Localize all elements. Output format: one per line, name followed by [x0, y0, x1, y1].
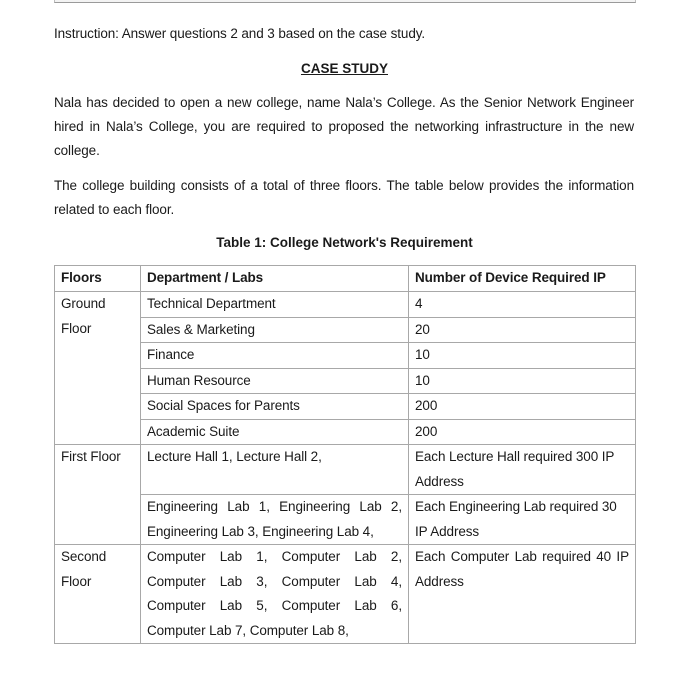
table-header-row [55, 266, 636, 292]
table-row [55, 419, 636, 445]
table-row [55, 317, 636, 343]
instruction-text: Instruction: Answer questions 2 and 3 based on the case study. [54, 26, 426, 41]
ip-cell: Each Lecture Hall required 300 IP Address [409, 445, 636, 495]
case-study-heading: CASE STUDY [300, 61, 388, 76]
floor-cell-first: First Floor [55, 445, 141, 545]
department-cell: Academic Suite [141, 419, 409, 445]
department-cell: Computer Lab 1, Computer Lab 2, Computer Lab 3, Computer Lab 4, Computer Lab 5, Computer Lab 6, Computer Lab 7, Computer Lab 8, [141, 545, 409, 644]
table-row [55, 292, 636, 318]
table-row [55, 343, 636, 369]
ip-cell: 4 [409, 292, 636, 318]
department-cell: Finance [141, 343, 409, 369]
table-caption: Table 1: College Network's Requirement [216, 235, 473, 250]
ip-cell: 10 [409, 368, 636, 394]
table-row [55, 445, 636, 495]
table-row [55, 545, 636, 644]
table-row [55, 394, 636, 420]
department-cell: Sales & Marketing [141, 317, 409, 343]
ip-cell: 20 [409, 317, 636, 343]
department-cell: Social Spaces for Parents [141, 394, 409, 420]
header-department-labs: Department / Labs [141, 266, 409, 292]
ip-cell: Each Computer Lab required 40 IP Address [409, 545, 636, 644]
network-requirement-table [54, 265, 636, 644]
ip-cell: 200 [409, 394, 636, 420]
department-cell: Technical Department [141, 292, 409, 318]
top-border-rule [54, 0, 636, 3]
table-row [55, 495, 636, 545]
department-cell: Lecture Hall 1, Lecture Hall 2, [141, 445, 409, 495]
department-cell: Human Resource [141, 368, 409, 394]
ip-cell: 200 [409, 419, 636, 445]
case-paragraph-intro: Nala has decided to open a new college, name Nala’s College. As the Senior Network Engineer hired in Nala’s College, you are required to proposed the networking infrastructure in the new college. [54, 95, 634, 158]
ip-cell: 10 [409, 343, 636, 369]
table-row [55, 368, 636, 394]
header-device-ip: Number of Device Required IP [409, 266, 636, 292]
case-paragraph-building: The college building consists of a total of three floors. The table below provides the information related to each floor. [54, 178, 634, 217]
header-floors: Floors [55, 266, 141, 292]
floor-cell-ground: Ground Floor [55, 292, 141, 445]
floor-cell-second: Second Floor [55, 545, 141, 644]
ip-cell: Each Engineering Lab required 30 IP Address [409, 495, 636, 545]
department-cell: Engineering Lab 1, Engineering Lab 2, Engineering Lab 3, Engineering Lab 4, [141, 495, 409, 545]
